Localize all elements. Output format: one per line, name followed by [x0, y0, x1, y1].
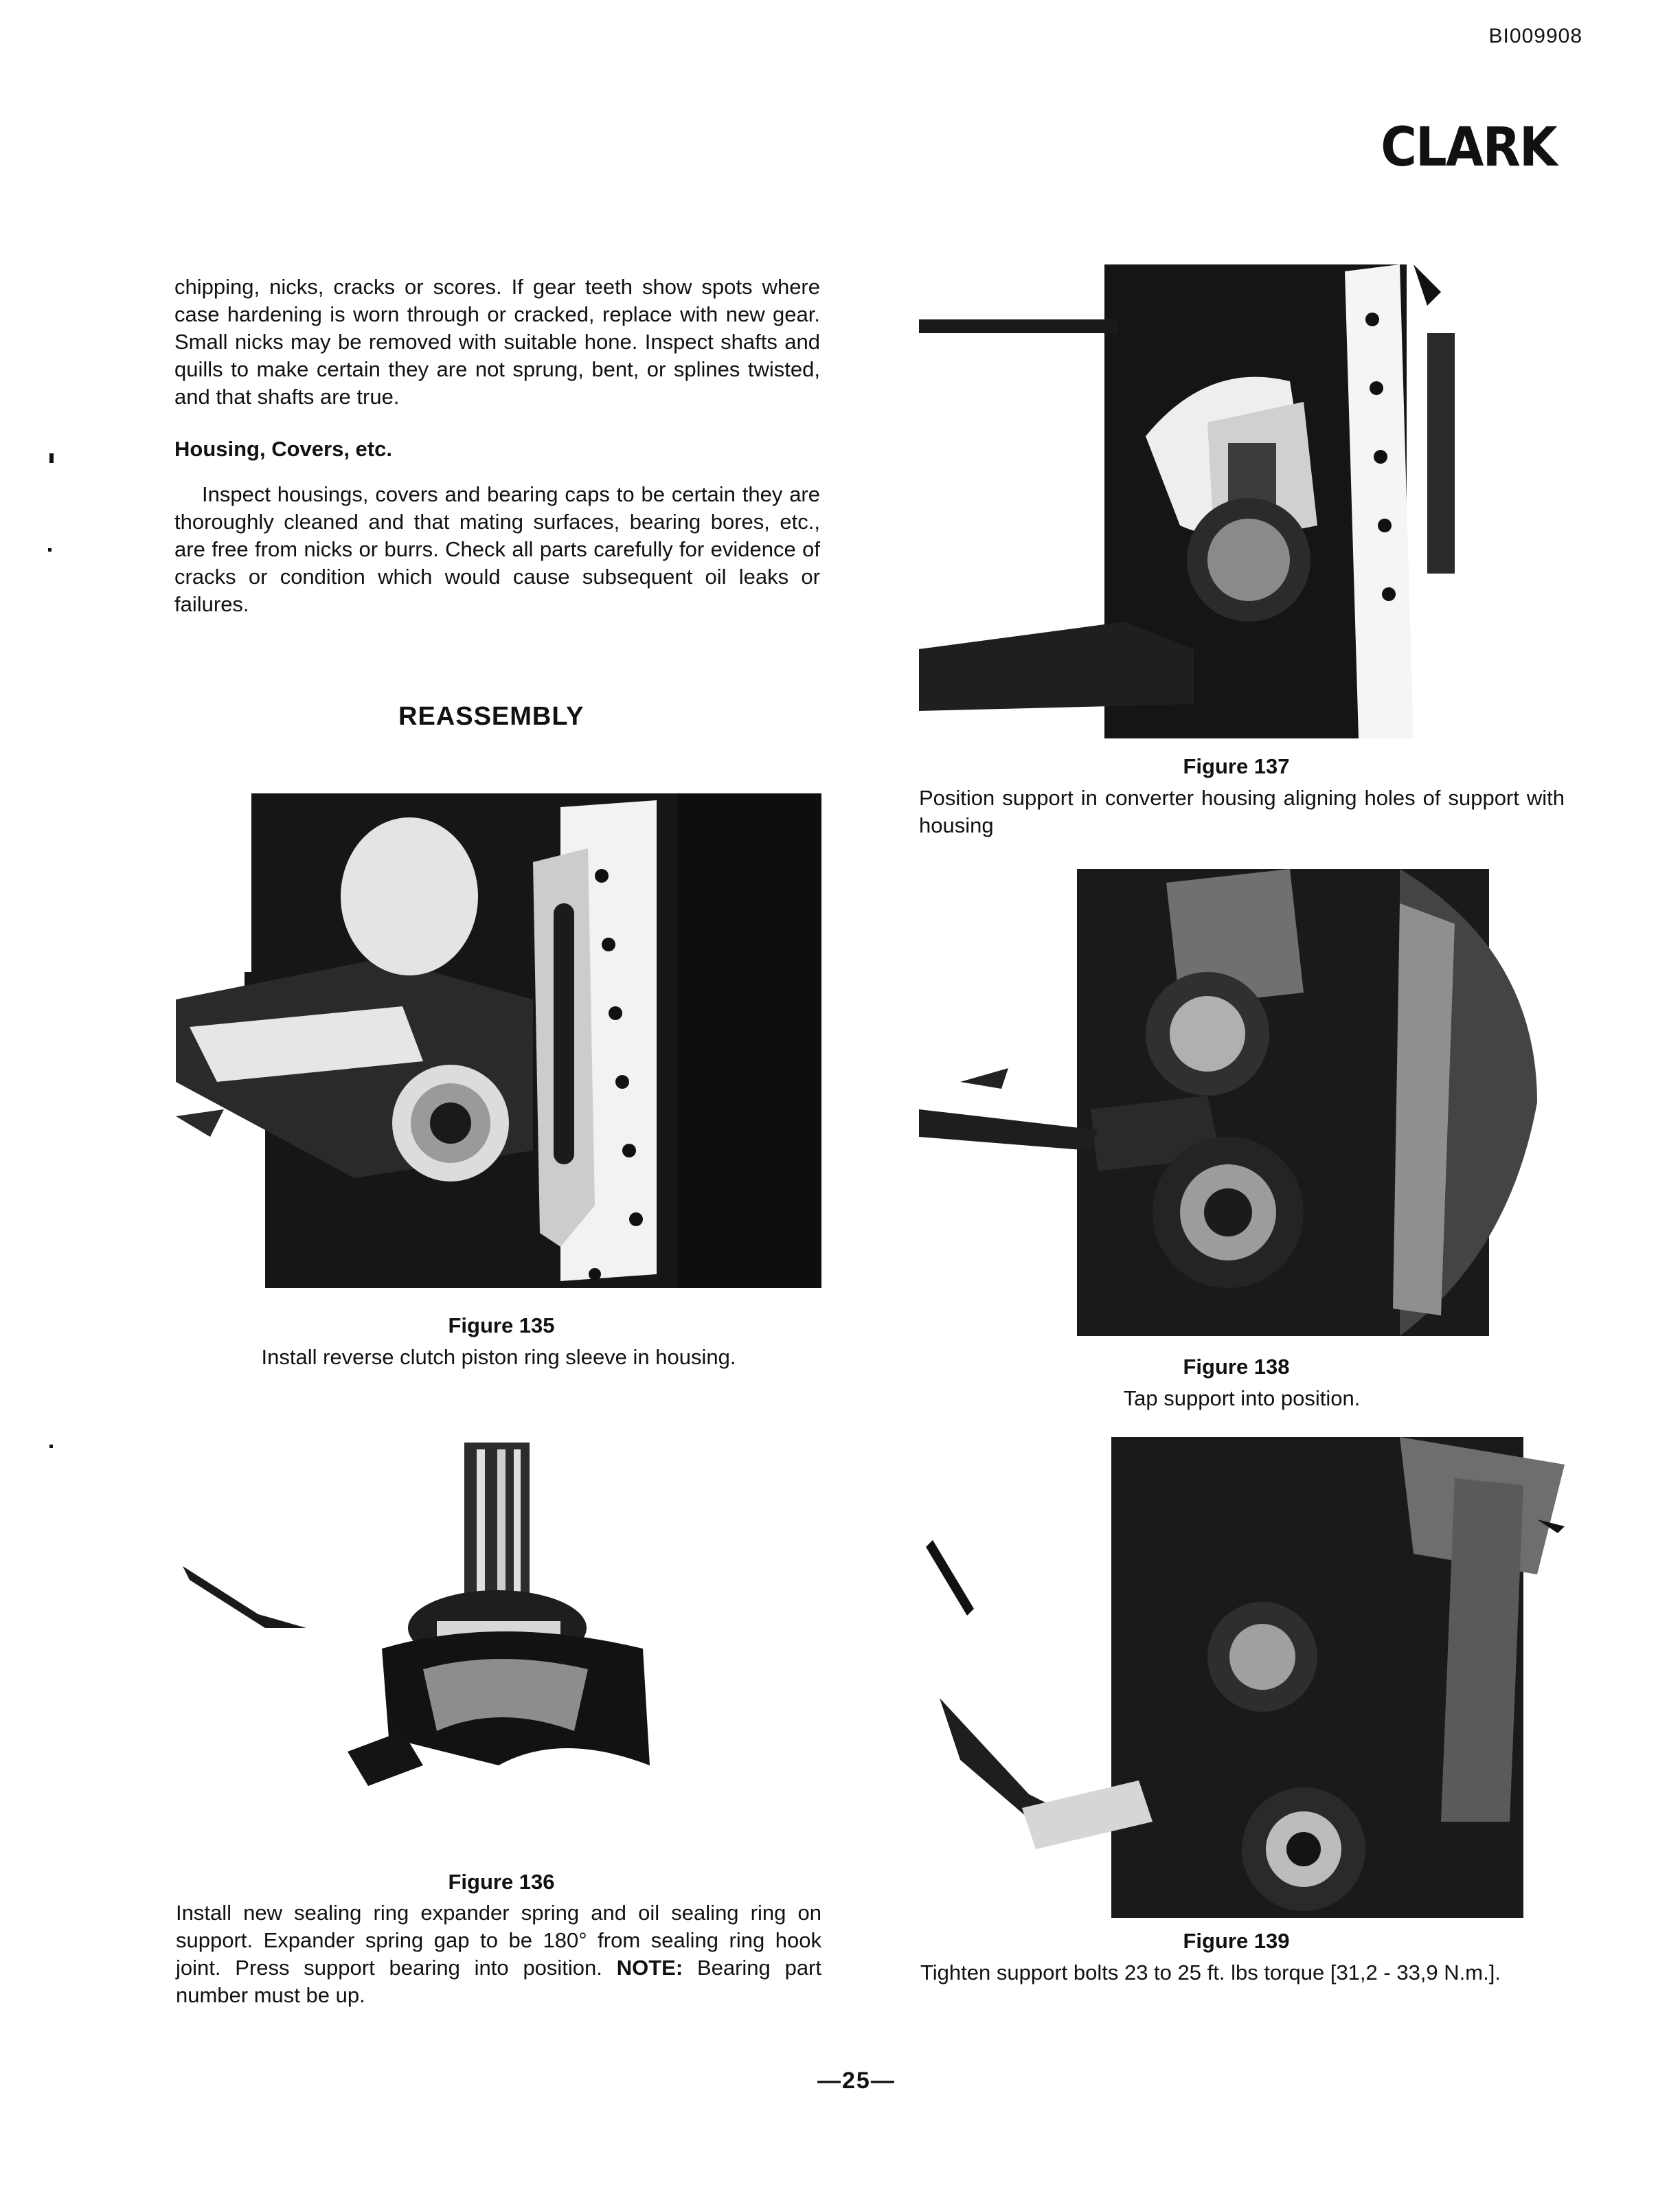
figure-136-caption-text: Install new sealing ring expander spring and oil sealing ring on support. Expander spring gap to be 180° from sealing ring hook joint. Press support bearing into position. [176, 1901, 821, 1980]
figure-137-caption: Position support in converter housing aligning holes of support with housing [919, 786, 1565, 837]
document-id: BI009908 [1488, 25, 1582, 47]
housing-heading: Housing, Covers, etc. [174, 437, 392, 461]
page-number: —25— [817, 2068, 896, 2094]
figure-138-caption: Tap support into position. [1123, 1386, 1361, 1410]
reassembly-heading: REASSEMBLY [398, 702, 584, 731]
intro-paragraph: chipping, nicks, cracks or scores. If gear teeth show spots where case hardening is worn through or cracked, replace with new gear. Small nicks may be removed with suitable hone. Inspect shafts and quills to make certain they are not sprung, bent, or splines twisted, and that shafts are true. [174, 275, 820, 409]
figure-135-photo [176, 793, 821, 1288]
scan-speck [49, 453, 54, 463]
figure-135-caption: Install reverse clutch piston ring sleeve in housing. [261, 1345, 736, 1369]
figure-135-title: Figure 135 [448, 1313, 555, 1337]
scan-speck [48, 548, 52, 552]
figure-138-title: Figure 138 [1183, 1355, 1290, 1379]
figure-137-title: Figure 137 [1183, 754, 1290, 778]
figure-136-note-text: Bearing part number must be up. [176, 1956, 821, 2007]
clark-logo: CLARK [1381, 117, 1556, 179]
figure-137-photo [919, 264, 1493, 738]
figure-136-photo [176, 1443, 657, 1827]
figure-136-title: Figure 136 [448, 1870, 555, 1894]
figure-139-photo [919, 1437, 1565, 1918]
figure-139-title: Figure 139 [1183, 1929, 1290, 1953]
figure-136-caption [176, 1899, 821, 2009]
figure-138-photo [919, 869, 1551, 1336]
scan-speck [49, 1445, 53, 1448]
figure-139-caption: Tighten support bolts 23 to 25 ft. lbs torque [31,2 - 33,9 N.m.]. [920, 1960, 1501, 1984]
housing-paragraph: Inspect housings, covers and bearing caps to be certain they are thoroughly cleaned and that mating surfaces, bearing bores, etc., are free from nicks or burrs. Check all parts carefully for evidence of cracks or condition which would cause subsequent oil leaks or failures. [174, 482, 820, 616]
figure-136-note-label: NOTE: [616, 1956, 683, 1980]
